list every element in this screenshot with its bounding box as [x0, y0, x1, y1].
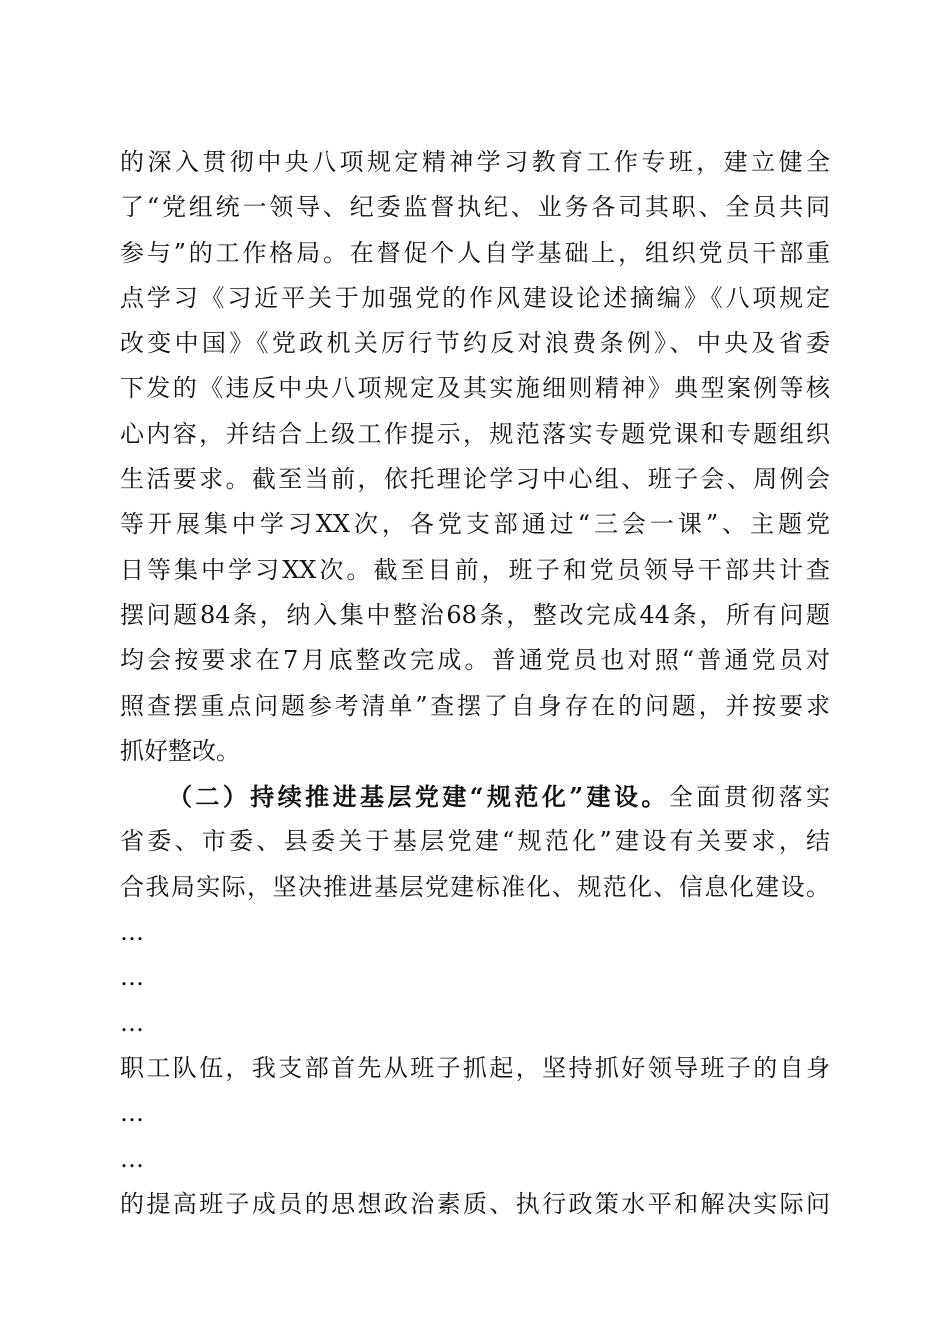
heading-trailing-text: 全面贯彻落实 [668, 783, 830, 812]
paragraph-first-line [120, 774, 830, 819]
text-line: 点学习《习近平关于加强党的作风建设论述摘编》《八项规定 [120, 283, 830, 312]
section-heading: （二）持续推进基层党建“规范化”建设。 [168, 782, 669, 812]
paragraph-party-building [120, 774, 830, 1227]
text-line: 省委、市委、县委关于基层党建“规范化”建设有关要求，结 [120, 827, 830, 856]
text-line: 日等集中学习XX次。截至目前，班子和党员领导干部共计查 [120, 555, 830, 584]
text-line: 心内容，并结合上级工作提示，规范落实专题党课和专题组织 [120, 419, 830, 448]
text-line: 摆问题84条，纳入集中整治68条，整改完成44条，所有问题 [120, 600, 830, 629]
text-line: 等开展集中学习XX次，各党支部通过“三会一课”、主题党 [120, 510, 830, 539]
text-line: … [120, 963, 144, 992]
text-line: 的提高班子成员的思想政治素质、执行政策水平和解决实际问 [120, 1189, 830, 1218]
text-line: … [120, 918, 144, 947]
text-line: 的深入贯彻中央八项规定精神学习教育工作专班，建立健全 [120, 148, 830, 176]
text-line: … [120, 1144, 144, 1173]
paragraph-study-education [120, 140, 830, 774]
text-line: 合我局实际，坚决推进基层党建标准化、规范化、信息化建设。 [120, 872, 830, 901]
text-line: … [120, 1008, 144, 1037]
text-line: … [120, 1099, 144, 1128]
text-line: 生活要求。截至当前，依托理论学习中心组、班子会、周例会 [120, 465, 830, 494]
text-line: 均会按要求在7月底整改完成。普通党员也对照“普通党员对 [120, 646, 830, 675]
text-line: 了“党组统一领导、纪委监督执纪、业务各司其职、全员共同 [120, 193, 830, 222]
text-line: 职工队伍，我支部首先从班子抓起，坚持抓好领导班子的自身 [120, 1053, 830, 1082]
text-line: 下发的《违反中央八项规定及其实施细则精神》典型案例等核 [120, 374, 830, 403]
text-line: 参与”的工作格局。在督促个人自学基础上，组织党员干部重 [120, 238, 830, 267]
text-line: 改变中国》《党政机关厉行节约反对浪费条例》、中央及省委 [120, 329, 830, 358]
text-line: 抓好整改。 [120, 736, 240, 765]
text-line: 照查摆重点问题参考清单”查摆了自身存在的问题，并按要求 [120, 691, 830, 720]
document-body [120, 140, 830, 1227]
